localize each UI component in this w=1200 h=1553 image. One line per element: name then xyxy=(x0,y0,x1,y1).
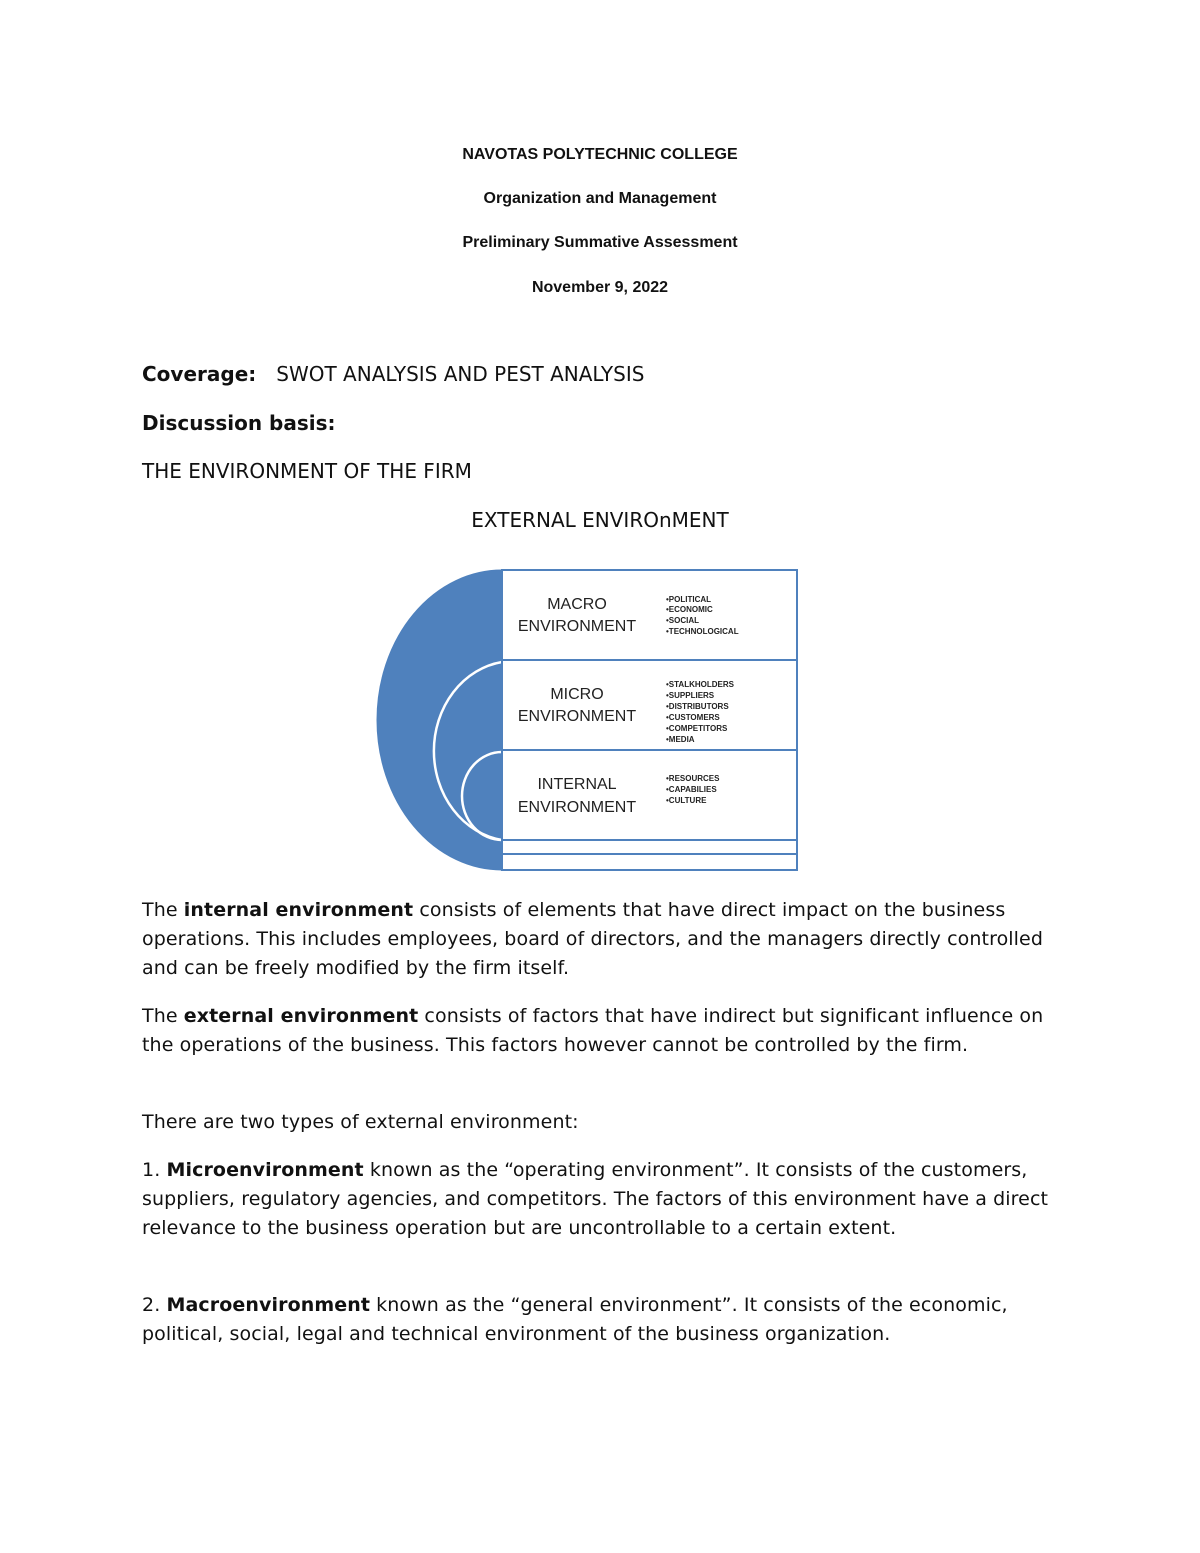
macro-title-1: MACRO xyxy=(547,596,607,613)
paragraph-internal xyxy=(142,896,1072,983)
empty-row-2 xyxy=(502,854,797,870)
environment-diagram xyxy=(370,562,802,874)
micro-item: •CUSTOMERS xyxy=(666,713,720,722)
term-internal-environment: internal environment xyxy=(183,899,414,921)
paragraph-rest: known as the “operating environment”. It consists of the customers, suppliers, regulatory agencies, and competitors. The factors of this environment have a direct relevance to the business operation but are uncontrollable to a certain extent. xyxy=(142,1159,1049,1239)
macro-item: •TECHNOLOGICAL xyxy=(666,627,739,636)
paragraph-rest: consists of factors that have indirect but significant influence on the operations of the business. This factors however cannot be controlled by the firm. xyxy=(142,1005,1044,1056)
micro-box xyxy=(502,660,797,750)
coverage-line xyxy=(142,362,644,386)
paragraph-lead: The xyxy=(142,899,184,921)
micro-item: •DISTRIBUTORS xyxy=(666,702,729,711)
internal-item: •CULTURE xyxy=(666,796,707,805)
college-name: NAVOTAS POLYTECHNIC COLLEGE xyxy=(462,146,738,163)
section-title: THE ENVIRONMENT OF THE FIRM xyxy=(142,459,472,483)
macro-item: •POLITICAL xyxy=(666,595,712,604)
types-intro: There are two types of external environment: xyxy=(142,1111,579,1133)
paragraph-external xyxy=(142,1002,1072,1060)
internal-box xyxy=(502,750,797,840)
assessment-title: Preliminary Summative Assessment xyxy=(462,234,738,251)
discussion-basis-label: Discussion basis: xyxy=(142,411,336,435)
internal-title-2: ENVIRONMENT xyxy=(517,799,637,816)
macro-box xyxy=(502,570,797,660)
micro-item: •COMPETITORS xyxy=(666,724,728,733)
macro-item: •SOCIAL xyxy=(666,616,700,625)
course-title: Organization and Management xyxy=(483,190,717,207)
term-external-environment: external environment xyxy=(183,1005,419,1027)
coverage-value: SWOT ANALYSIS AND PEST ANALYSIS xyxy=(276,362,645,386)
micro-item: •MEDIA xyxy=(666,735,695,744)
internal-item: •CAPABILIES xyxy=(666,785,717,794)
list-number: 1. xyxy=(142,1159,167,1181)
coverage-label: Coverage: xyxy=(142,362,257,386)
empty-row-1 xyxy=(502,840,797,854)
micro-item: •SUPPLIERS xyxy=(666,691,715,700)
micro-title-2: ENVIRONMENT xyxy=(517,708,637,725)
term-microenvironment: Microenvironment xyxy=(166,1159,364,1181)
micro-item: •STALKHOLDERS xyxy=(666,680,734,689)
paragraph-rest: consists of elements that have direct impact on the business operations. This includes employees, board of directors, and the managers directly controlled and can be freely modified by the firm itself. xyxy=(142,899,1044,979)
macro-title-2: ENVIRONMENT xyxy=(517,618,637,635)
term-macroenvironment: Macroenvironment xyxy=(166,1294,371,1316)
assessment-date: November 9, 2022 xyxy=(531,279,669,296)
list-number: 2. xyxy=(142,1294,167,1316)
paragraph-lead: The xyxy=(142,1005,184,1027)
diagram-title: EXTERNAL ENVIROnMENT xyxy=(471,508,729,532)
internal-item: •RESOURCES xyxy=(666,774,720,783)
micro-title-1: MICRO xyxy=(550,686,604,703)
paragraph-microenvironment xyxy=(142,1156,1072,1243)
internal-title-1: INTERNAL xyxy=(537,776,617,793)
macro-item: •ECONOMIC xyxy=(666,605,713,614)
paragraph-macroenvironment xyxy=(142,1291,1072,1349)
paragraph-rest: known as the “general environment”. It consists of the economic, political, social, legal and technical environment of the business organization. xyxy=(142,1294,1008,1345)
